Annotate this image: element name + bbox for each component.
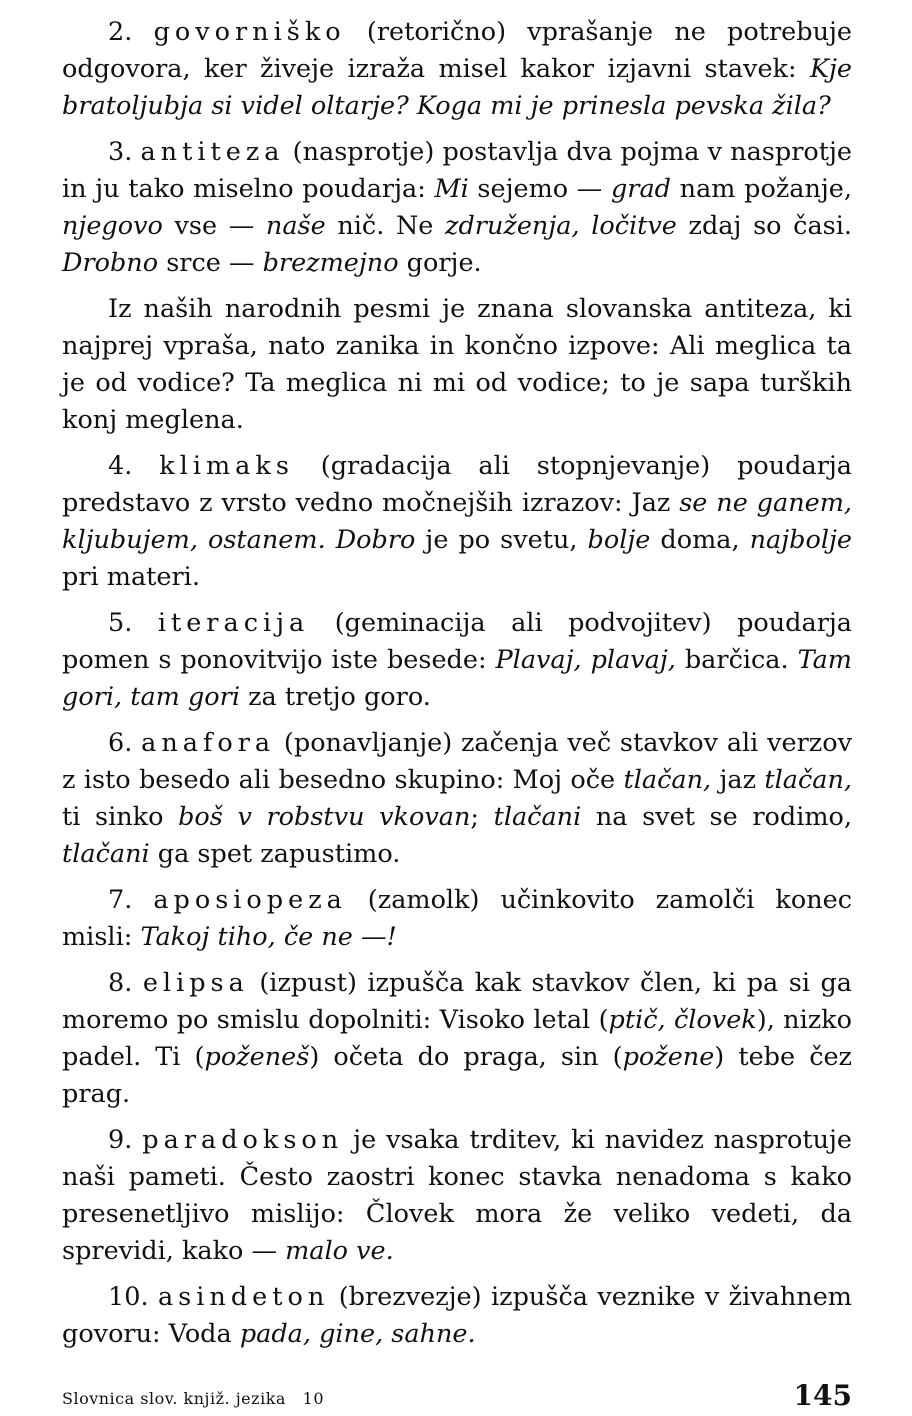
term-spaced: elipsa xyxy=(142,968,249,998)
example-italic: tlačani xyxy=(493,802,582,832)
text-run: 10. xyxy=(108,1282,158,1312)
text-run: 2. xyxy=(108,17,154,47)
paragraph-anafora xyxy=(62,725,852,873)
text-run: ) očeta do praga, sin ( xyxy=(309,1042,623,1072)
example-italic: malo ve. xyxy=(285,1236,394,1266)
example-italic: grad xyxy=(610,174,672,204)
text-run: 4. xyxy=(108,451,160,481)
example-italic: najbolje xyxy=(749,525,852,555)
text-run: (retorično) vprašanje ne potrebuje odgovora, ker živeje izraža misel kakor izjavni stavek: xyxy=(62,17,853,84)
term-spaced: paradokson xyxy=(142,1125,344,1155)
example-italic: ptič, človek xyxy=(608,1005,757,1035)
text-run: 7. xyxy=(108,885,154,915)
paragraph-govornisko xyxy=(62,14,852,125)
text-run: (geminacija ali podvojitev) poudarja pomen s ponovitvijo iste besede: xyxy=(62,608,852,675)
text-run: 9. xyxy=(108,1125,143,1155)
example-italic: Plavaj, plavaj, xyxy=(495,645,676,675)
text-run: (zamolk) učinkovito zamolči konec misli: xyxy=(62,885,853,952)
text-run: ga spet zapustimo. xyxy=(149,839,401,869)
text-run: sejemo — xyxy=(468,174,611,204)
example-italic: združenja, ločitve xyxy=(445,211,677,241)
text-run: barčica. xyxy=(675,645,798,675)
page-number: 145 xyxy=(793,1379,852,1412)
example-italic: Tam gori, tam gori xyxy=(62,645,852,712)
text-run: na svet se rodimo, xyxy=(581,802,852,832)
example-italic: pada, gine, sahne. xyxy=(239,1319,476,1349)
example-italic: boš v robstvu vkovan xyxy=(178,802,471,832)
example-italic: tlačani xyxy=(62,839,150,869)
example-italic: poženeš xyxy=(204,1042,310,1072)
text-run: zdaj so časi. xyxy=(676,211,852,241)
paragraph-aposiopeza xyxy=(62,882,852,956)
text-run: ), nizko padel. Ti ( xyxy=(62,1005,852,1072)
text-run: je vsaka trditev, ki navidez nasprotuje naši pameti. Često zaostri konec stavka nenadoma s kako presenetljivo mislijo: Človek mora že veliko vedeti, da sprevidi, kako — xyxy=(62,1125,852,1266)
text-run: 8. xyxy=(108,968,143,998)
text-run: (izpust) izpušča kak stavkov člen, ki pa si ga moremo po smislu dopolniti: Visoko letal ( xyxy=(62,968,852,1035)
text-run: (gradacija ali stopnjevanje) poudarja predstavo z vrsto vedno močnejših izrazov: Jaz xyxy=(62,451,852,518)
text-run: za tretjo goro. xyxy=(240,682,431,712)
term-spaced: asindeton xyxy=(157,1282,330,1312)
text-run: ) tebe čez prag. xyxy=(62,1042,852,1109)
example-italic: brezmejno xyxy=(262,248,399,278)
term-spaced: aposiopeza xyxy=(153,885,347,915)
paragraph-iteracija xyxy=(62,605,852,716)
text-run: pri materi. xyxy=(62,562,200,592)
text-run: vse — xyxy=(162,211,266,241)
footer-signature: Slovnica slov. knjiž. jezika 10 xyxy=(62,1389,325,1408)
text-run: Iz naših narodnih pesmi je znana slovanska antiteza, ki najprej vpraša, nato zanika in končno izpove: Ali meglica ta je od vodice? Ta meglica ni mi od vodice; to je sapa turških konj meglena. xyxy=(62,294,852,435)
paragraph-asindeton xyxy=(62,1279,852,1353)
example-italic: Kje bratoljubja si videl oltarje? Koga mi je prinesla pevska žila? xyxy=(62,54,852,121)
page-body xyxy=(62,14,852,1362)
text-run: (ponavljanje) začenja več stavkov ali verzov z isto besedo ali besedno skupino: Moj oče xyxy=(62,728,853,795)
example-italic: bolje xyxy=(587,525,651,555)
term-spaced: anafora xyxy=(141,728,276,758)
text-run: gorje. xyxy=(398,248,482,278)
paragraph-antiteza-example xyxy=(62,291,852,439)
term-spaced: klimaks xyxy=(159,451,294,481)
text-run: ; xyxy=(470,802,494,832)
page-footer xyxy=(62,1372,852,1412)
example-italic: naše xyxy=(265,211,326,241)
example-italic: njegovo xyxy=(62,211,163,241)
example-italic: Takoj tiho, če ne —! xyxy=(140,922,397,952)
paragraph-antiteza xyxy=(62,134,852,282)
example-italic: požene xyxy=(622,1042,715,1072)
example-italic: tlačan, xyxy=(764,765,852,795)
text-run: nam požanje, xyxy=(671,174,853,204)
text-run: 3. xyxy=(108,137,141,167)
text-run: je po svetu, xyxy=(415,525,588,555)
paragraph-klimaks xyxy=(62,448,852,596)
example-italic: se ne ganem, kljubujem, ostanem. Dobro xyxy=(62,488,852,555)
term-spaced: govorniško xyxy=(153,17,346,47)
term-spaced: antiteza xyxy=(140,137,285,167)
text-run: 5. xyxy=(108,608,158,638)
paragraph-elipsa xyxy=(62,965,852,1113)
example-italic: Mi xyxy=(434,174,469,204)
text-run: nič. Ne xyxy=(325,211,446,241)
text-run: (brezvezje) izpušča veznike v živahnem govoru: Voda xyxy=(62,1282,852,1349)
text-run: jaz xyxy=(711,765,765,795)
text-run: (nasprotje) postavlja dva pojma v nasprotje in ju tako miselno poudarja: xyxy=(62,137,852,204)
example-italic: Drobno xyxy=(62,248,159,278)
paragraph-paradokson xyxy=(62,1122,852,1270)
text-run: doma, xyxy=(650,525,750,555)
text-run: srce — xyxy=(158,248,263,278)
example-italic: tlačan, xyxy=(623,765,712,795)
term-spaced: iteracija xyxy=(157,608,310,638)
text-run: 6. xyxy=(108,728,142,758)
text-run: ti sinko xyxy=(62,802,179,832)
